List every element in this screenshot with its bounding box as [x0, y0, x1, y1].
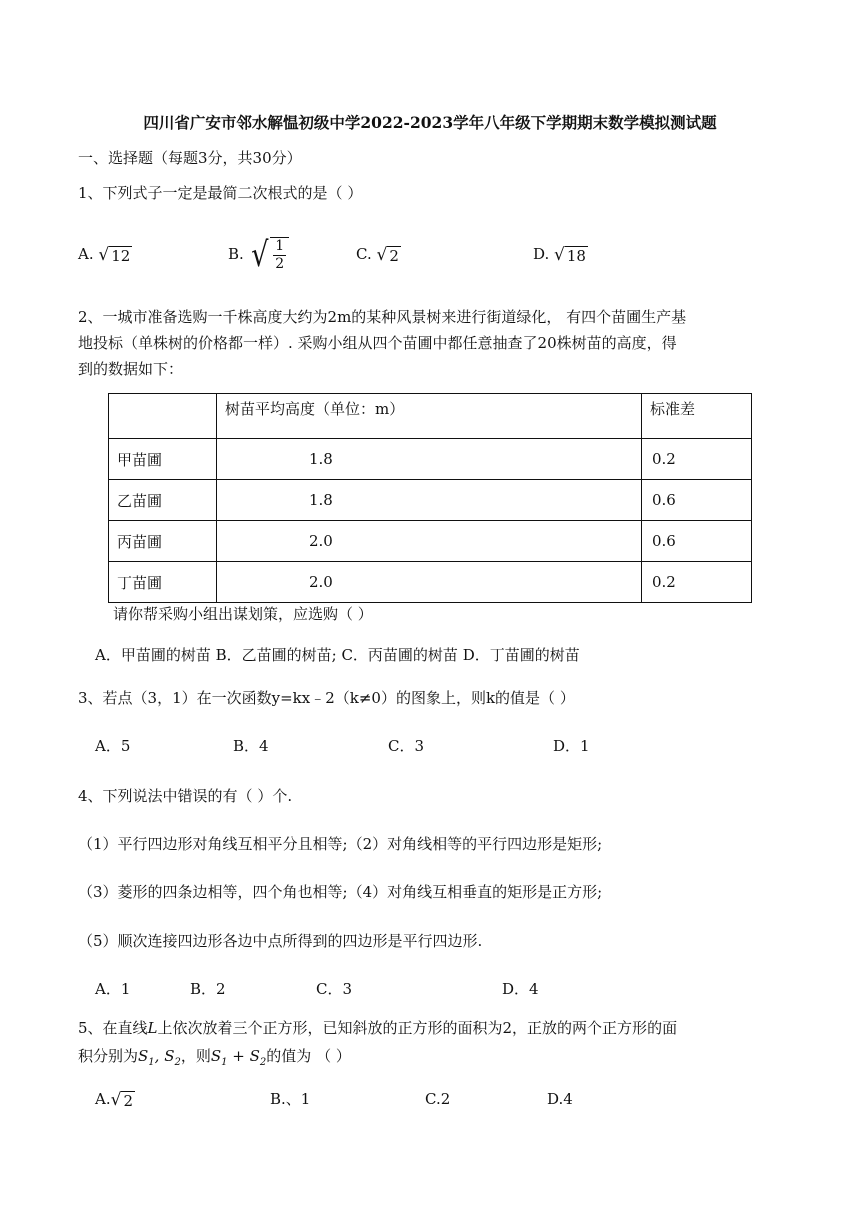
question-2-options: A．甲苗圃的树苗 B．乙苗圃的树苗; C．丙苗圃的树苗 D．丁苗圃的树苗	[95, 646, 580, 664]
table-header-cell: 树苗平均高度（单位：m）	[217, 394, 642, 439]
table-header-cell: 标准差	[642, 394, 752, 439]
sqrt-one-half: √ $\frac{1}{2}$	[249, 235, 290, 275]
radicand: 2	[389, 247, 399, 265]
q5-option-c: C.2	[425, 1090, 451, 1108]
q5-line2-mid: ，则	[180, 1047, 211, 1065]
table-header-cell	[109, 394, 217, 439]
table-row	[109, 562, 752, 603]
q1-option-a-label: A.	[78, 245, 94, 263]
q5-option-d: D.4	[547, 1090, 573, 1108]
q1-option-d-label: D.	[533, 245, 550, 263]
q5-line1-prefix: 5、在直线	[78, 1019, 148, 1037]
question-5-line-1	[78, 1018, 677, 1038]
line-L-symbol: L	[147, 1019, 158, 1037]
page-title: 四川省广安市邻水解愠初级中学2022-2023学年八年级下学期期末数学模拟测试题	[143, 113, 717, 132]
sqrt-18: √ 18	[554, 245, 586, 265]
q3-option-d: D．1	[553, 737, 590, 755]
q4-option-d: D．4	[502, 980, 539, 998]
table-cell: 0.6	[642, 521, 752, 562]
table-cell: 甲苗圃	[109, 439, 217, 480]
table-cell: 2.0	[217, 562, 642, 603]
sqrt-2: √ 2	[376, 245, 399, 265]
table-cell: 丁苗圃	[109, 562, 217, 603]
question-3-stem: 3、若点（3，1）在一次函数y=kx﹣2（k≠0）的图象上，则k的值是（ ）	[78, 689, 575, 707]
s1-s2-symbols: $S_1$, $S_2$	[138, 1047, 181, 1068]
question-2-line-1: 2、一城市准备选购一千株高度大约为2m的某种风景树来进行街道绿化， 有四个苗圃生产基	[78, 308, 687, 326]
nursery-data-table	[108, 393, 752, 603]
fraction-numerator: 1	[275, 238, 285, 254]
table-row	[109, 521, 752, 562]
q5-line1-rest: 上依次放着三个正方形，已知斜放的正方形的面积为2，正放的两个正方形的面	[157, 1019, 678, 1037]
question-5-line-2	[78, 1046, 351, 1073]
question-1-stem: 1、下列式子一定是最简二次根式的是（ ）	[78, 184, 363, 202]
q4-option-b: B．2	[190, 980, 226, 998]
s1-plus-s2-expression: $S_1 + S_2$	[210, 1047, 267, 1068]
question-4-statement-2: （3）菱形的四条边相等，四个角也相等;（4）对角线互相垂直的矩形是正方形;	[78, 883, 603, 901]
q5-line2-prefix: 积分别为	[78, 1047, 139, 1065]
q3-option-b: B．4	[233, 737, 269, 755]
q5-option-a	[95, 1089, 135, 1110]
table-row	[109, 439, 752, 480]
question-2-line-3: 到的数据如下：	[78, 360, 184, 378]
q1-option-b-label: B.	[228, 245, 244, 263]
q5-line2-rest: 的值为 （ ）	[266, 1047, 351, 1065]
q1-option-a	[78, 244, 132, 265]
table-cell: 0.2	[642, 562, 752, 603]
table-cell: 0.2	[642, 439, 752, 480]
table-header-row	[109, 394, 752, 439]
table-cell: 1.8	[217, 439, 642, 480]
q4-option-c: C．3	[316, 980, 353, 998]
sqrt-12: √ 12	[98, 245, 131, 265]
table-cell: 乙苗圃	[109, 480, 217, 521]
question-4-stem: 4、下列说法中错误的有（ ）个.	[78, 787, 293, 805]
q1-option-b	[228, 230, 289, 278]
question-4-statement-3: （5）顺次连接四边形各边中点所得到的四边形是平行四边形.	[78, 932, 483, 950]
q1-option-d	[533, 244, 588, 265]
q5-option-b: B.、1	[270, 1090, 311, 1108]
sqrt-2: √ 2	[110, 1090, 133, 1110]
table-cell: 0.6	[642, 480, 752, 521]
q3-option-c: C．3	[388, 737, 425, 755]
q3-option-a: A．5	[95, 737, 131, 755]
fraction-denominator: 2	[275, 256, 285, 272]
q5-option-a-label: A.	[95, 1090, 111, 1108]
question-4-statement-1: （1）平行四边形对角线互相平分且相等;（2）对角线相等的平行四边形是矩形;	[78, 835, 603, 853]
section-heading: 一、选择题（每题3分，共30分）	[78, 149, 302, 167]
table-cell: 2.0	[217, 521, 642, 562]
radicand: 2	[123, 1092, 133, 1110]
q1-option-c-label: C.	[356, 245, 372, 263]
table-row	[109, 480, 752, 521]
table-cell: 1.8	[217, 480, 642, 521]
radicand: 18	[566, 247, 586, 265]
q1-option-c	[356, 244, 401, 265]
radicand: 12	[111, 247, 131, 265]
table-cell: 丙苗圃	[109, 521, 217, 562]
q4-option-a: A．1	[95, 980, 131, 998]
question-2-ask: 请你帮采购小组出谋划策，应选购（ ）	[113, 605, 373, 623]
question-2-line-2: 地投标（单株树的价格都一样）. 采购小组从四个苗圃中都任意抽查了20株树苗的高度，得	[78, 334, 677, 352]
